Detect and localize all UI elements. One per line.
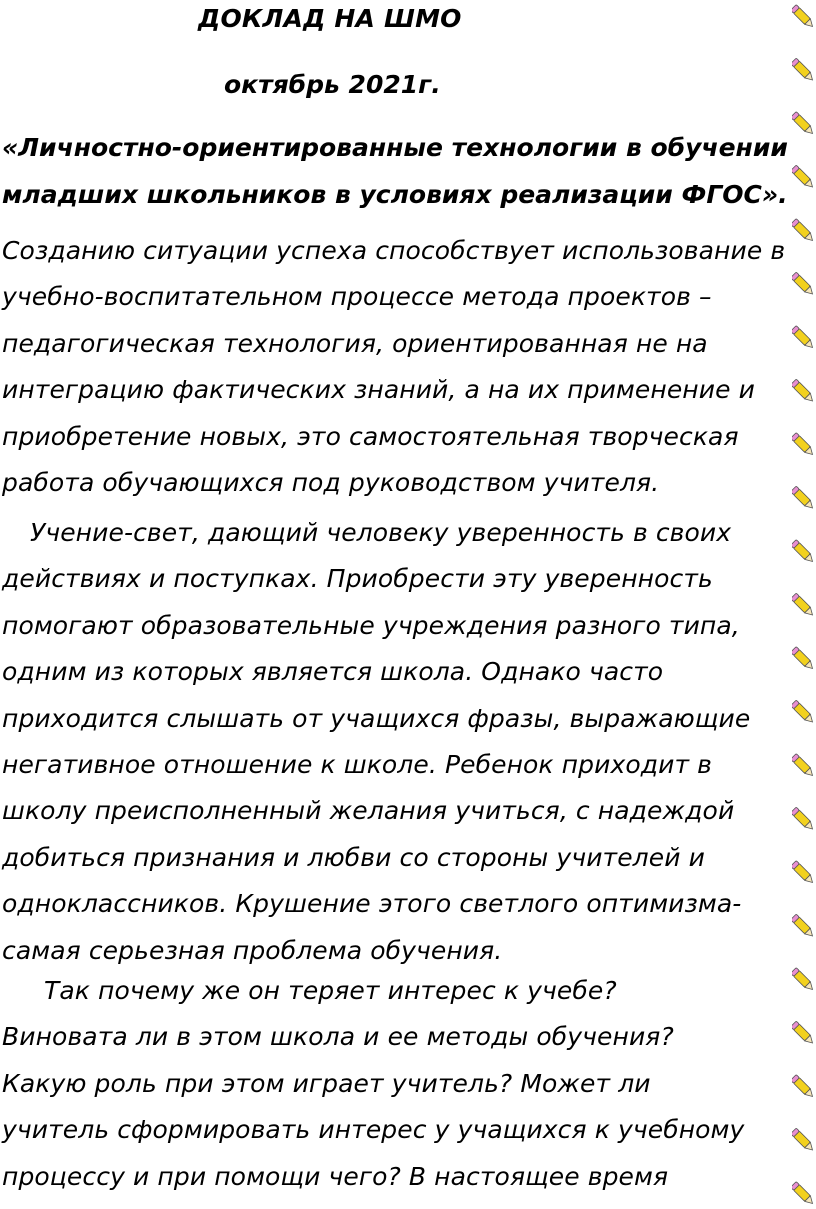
paragraph-line: помогают образовательные учреждения разного типа, <box>2 610 740 640</box>
paragraph-line: одноклассников. Крушение этого светлого оптимизма- <box>2 889 742 919</box>
pencil-icon <box>792 486 815 511</box>
pencil-icon <box>792 1128 815 1153</box>
pencil-icon <box>792 1075 815 1100</box>
document-title: ДОКЛАД НА ШМО <box>198 4 462 33</box>
paragraph-line: процессу и при помощи чего? В настоящее время <box>2 1161 669 1191</box>
pencil-icon <box>792 219 815 244</box>
paragraph-line: добиться признания и любви со стороны учителей и <box>2 842 705 872</box>
pencil-icon <box>792 700 815 725</box>
pencil-icon <box>792 968 815 993</box>
topic-line: младших школьников в условиях реализации ФГОС». <box>2 180 788 209</box>
pencil-icon <box>792 433 815 458</box>
report-topic <box>2 124 792 218</box>
paragraph-line: Виновата ли в этом школа и ее методы обучения? <box>2 1022 674 1052</box>
paragraph-line: самая серьезная проблема обучения. <box>2 935 503 965</box>
pencil-icon <box>792 112 815 137</box>
pencil-border <box>792 0 816 1209</box>
pencil-icon <box>792 540 815 565</box>
pencil-icon <box>792 754 815 779</box>
pencil-icon <box>792 5 815 30</box>
paragraph-project-method <box>2 228 792 506</box>
document-date: октябрь 2021г. <box>224 70 441 99</box>
paragraph-learning-light <box>2 510 792 974</box>
pencil-icon <box>792 593 815 618</box>
paragraph-line: приобретение новых, это самостоятельная творческая <box>2 421 739 451</box>
pencil-icon <box>792 807 815 832</box>
paragraph-line: действиях и поступках. Приобрести эту уверенность <box>2 564 713 594</box>
pencil-icon <box>792 914 815 939</box>
topic-line: «Личностно-ориентированные технологии в обучении <box>2 133 788 162</box>
pencil-icon <box>792 1021 815 1046</box>
paragraph-line: Какую роль при этом играет учитель? Может ли <box>2 1068 651 1098</box>
pencil-icon <box>792 647 815 672</box>
pencil-icon <box>792 272 815 297</box>
pencil-icon <box>792 861 815 886</box>
paragraph-line: негативное отношение к школе. Ребенок приходит в <box>2 750 713 780</box>
paragraph-line: Созданию ситуации успеха способствует использование в <box>2 236 786 265</box>
paragraph-line: работа обучающихся под руководством учителя. <box>2 468 660 498</box>
paragraph-line: приходится слышать от учащихся фразы, выражающие <box>2 703 751 733</box>
paragraph-line: педагогическая технология, ориентированная не на <box>2 328 708 358</box>
paragraph-line: Учение-свет, дающий человеку уверенность в своих <box>30 518 732 547</box>
paragraph-line: интеграцию фактических знаний, а на их применение и <box>2 375 755 405</box>
pencil-icon <box>792 58 815 83</box>
pencil-icon <box>792 326 815 351</box>
paragraph-line: учитель сформировать интерес у учащихся к учебному <box>2 1115 745 1145</box>
paragraph-loss-of-interest <box>2 968 792 1200</box>
paragraph-line: учебно-воспитательном процессе метода проектов – <box>2 282 712 312</box>
paragraph-line: школу преисполненный желания учиться, с надеждой <box>2 796 735 826</box>
paragraph-line: одним из которых является школа. Однако часто <box>2 657 664 687</box>
pencil-icon <box>792 1182 815 1207</box>
pencil-icon <box>792 379 815 404</box>
pencil-icon <box>792 165 815 190</box>
paragraph-line: Так почему же он теряет интерес к учебе? <box>44 976 617 1005</box>
